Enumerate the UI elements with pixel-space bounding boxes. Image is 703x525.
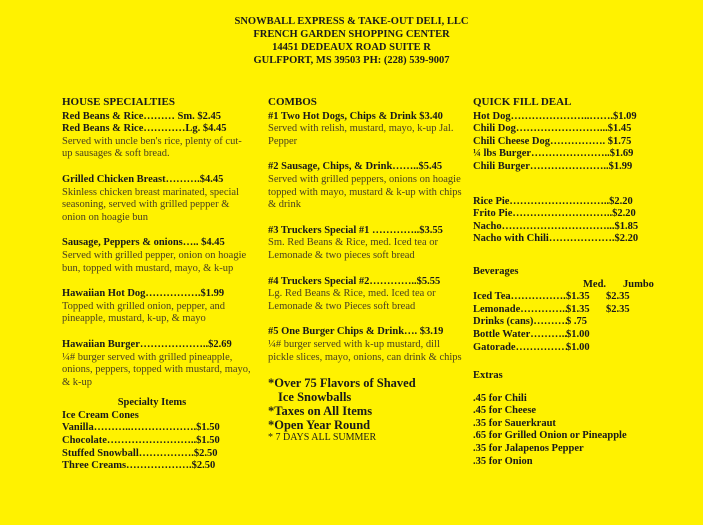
quick-fill-column: [473, 96, 673, 468]
combo-description: Served with relish, mustard, mayo, k-up Jal. Pepper: [268, 123, 454, 147]
combo-price-line: #4 Truckers Special #2…………..$5.55: [268, 275, 441, 287]
quick-item: Hot Dog…………………..…….$1.09: [473, 110, 637, 122]
combo-description: Lg. Red Beans & Rice, med. Iced tea or Lemonade & two Pieces soft bread: [268, 288, 436, 312]
item-price-line: Grilled Chicken Breast……….$4.45: [62, 173, 224, 185]
extra-item: .35 for Sauerkraut: [473, 417, 556, 429]
menu-item: [62, 174, 252, 224]
promo-line: Ice Snowballs: [278, 390, 352, 405]
quick-item: Frito Pie………………………..$2.20: [473, 208, 636, 220]
combo-item: [268, 111, 468, 149]
beverage-columns: [473, 279, 673, 292]
extra-item: .35 for Onion: [473, 455, 533, 467]
beverage-row: [473, 316, 673, 329]
store-city-phone: GULFPORT, MS 39503 PH: (228) 539-9007: [253, 55, 450, 66]
menu-item: [62, 111, 252, 161]
beverage-med: $1.00: [566, 341, 590, 353]
promo-line: *Taxes on All Items: [268, 404, 373, 419]
item-description: Skinless chicken breast marinated, special seasoning, served with grilled pepper & onion on hoagie bun: [62, 186, 239, 223]
beverage-jumbo: $2.35: [606, 303, 630, 315]
specialty-item: Three Creams……………….$2.50: [62, 460, 216, 472]
extra-item: .45 for Chili: [473, 392, 527, 404]
store-name: SNOWBALL EXPRESS & TAKE-OUT DELI, LLC: [234, 16, 469, 27]
beverage-name: Gatorade……………: [473, 341, 569, 353]
store-address: 14451 DEDEAUX ROAD SUITE R: [272, 42, 431, 53]
store-header: [0, 15, 703, 67]
extra-item: .35 for Jalapenos Pepper: [473, 443, 584, 455]
beverages-title: Beverages: [473, 265, 519, 277]
beverage-med: $1.35: [566, 291, 590, 303]
beverage-med: $1.00: [566, 328, 590, 340]
item-price-line: Hawaiian Hot Dog…………….$1.99: [62, 288, 225, 300]
section-title: COMBOS: [268, 96, 317, 108]
combo-description: Sm. Red Beans & Rice, med. Iced tea or Lemonade & two pieces soft bread: [268, 237, 438, 261]
quick-item: Nacho with Chili……………….$2.20: [473, 233, 639, 245]
beverage-jumbo: $2.35: [606, 291, 630, 303]
section-title: HOUSE SPECIALTIES: [62, 96, 176, 108]
quick-item: Rice Pie………………………..$2.20: [473, 195, 633, 207]
combo-price-line: #5 One Burger Chips & Drink…. $3.19: [268, 326, 444, 338]
menu-item: [62, 288, 252, 326]
section-title: QUICK FILL DEAL: [473, 96, 572, 108]
house-specialties-column: [62, 96, 252, 473]
quick-item: Chili Cheese Dog……………. $1.75: [473, 135, 632, 147]
extra-item: .65 for Grilled Onion or Pineapple: [473, 430, 627, 442]
specialty-item: Vanilla………..……………….$1.50: [62, 422, 220, 434]
col-med: Med.: [583, 278, 607, 290]
beverage-row: [473, 291, 673, 304]
promo-note: * 7 DAYS ALL SUMMER: [268, 432, 377, 444]
combo-description: ¼# burger served with k-up mustard, dill pickle slices, mayo, onions, can drink & chips: [268, 338, 462, 363]
menu-item: [62, 237, 252, 275]
extra-item: .45 for Cheese: [473, 405, 537, 417]
combos-column: [268, 96, 468, 445]
promo-line: *Over 75 Flavors of Shaved: [268, 376, 416, 391]
beverage-row: [473, 342, 673, 355]
beverage-name: Iced Tea…………….: [473, 291, 566, 303]
store-location: FRENCH GARDEN SHOPPING CENTER: [253, 29, 450, 40]
beverage-name: Bottle Water………..: [473, 328, 567, 340]
combo-price-line: #1 Two Hot Dogs, Chips & Drink $3.40: [268, 110, 443, 122]
quick-item: ¼ lbs Burger…………………..$1.69: [473, 148, 634, 160]
item-price-line: Sausage, Peppers & onions….. $4.45: [62, 237, 225, 249]
beverage-name: Lemonade…………..: [473, 303, 568, 315]
specialty-item: Stuffed Snowball…………….$2.50: [62, 447, 218, 459]
item-price-line: Red Beans & Rice…………Lg. $4.45: [62, 123, 227, 135]
item-description: Served with uncle ben's rice, plenty of cut-up sausages & soft bread.: [62, 135, 242, 160]
menu-item: [62, 339, 252, 389]
specialty-item: Chocolate……………………..$1.50: [62, 435, 220, 447]
combo-item: [268, 225, 468, 263]
beverage-med: $ .75: [566, 316, 587, 328]
item-description: Topped with grilled onion, pepper, and pineapple, mustard, k-up, & mayo: [62, 300, 226, 325]
col-jumbo: Jumbo: [623, 278, 654, 290]
item-description: Served with grilled pepper, onion on hoagie bun, topped with mustard, mayo, & k-up: [62, 249, 247, 274]
quick-item: Chili Dog……………………...$1.45: [473, 123, 632, 135]
specialty-subtitle: Ice Cream Cones: [62, 409, 139, 421]
item-price-line: Hawaiian Burger………………..$2.69: [62, 338, 232, 350]
combo-price-line: #3 Truckers Special #1 …………..$3.55: [268, 224, 443, 236]
combo-price-line: #2 Sausage, Chips, & Drink……..$5.45: [268, 161, 443, 173]
combo-item: [268, 276, 468, 314]
beverage-med: $1.35: [566, 303, 590, 315]
item-description: ¼# burger served with grilled pineapple, onions, peppers, topped with mustard, mayo, & k-up: [62, 351, 251, 388]
beverage-row: [473, 304, 673, 317]
quick-item: Nacho…………………………...$1.85: [473, 220, 639, 232]
combo-item: [268, 326, 468, 364]
quick-item: Chili Burger…………………..$1.99: [473, 160, 633, 172]
item-price-line: Red Beans & Rice……… Sm. $2.45: [62, 110, 221, 122]
promo-line: *Open Year Round: [268, 418, 371, 433]
extras-title: Extras: [473, 370, 503, 382]
specialty-title: Specialty Items: [117, 397, 187, 409]
combo-description: Served with grilled peppers, onions on hoagie topped with mayo, mustard & k-up with chips & drink: [268, 173, 462, 211]
beverage-name: Drinks (cans)……….: [473, 316, 568, 328]
combo-item: [268, 161, 468, 211]
beverage-row: [473, 329, 673, 342]
